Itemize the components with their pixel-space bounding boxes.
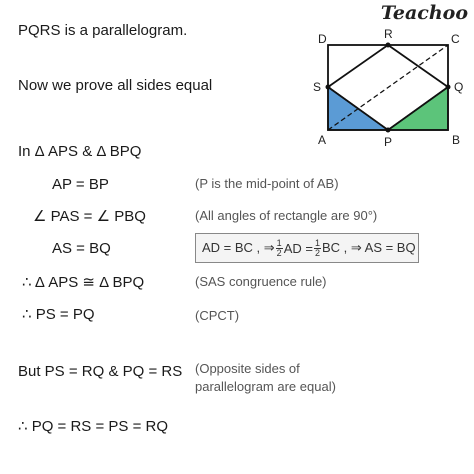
brand-logo: Teachoo: [380, 2, 468, 24]
label-b: B: [452, 133, 461, 147]
fraction-half-1: $\frac{1}{2}$: [276, 237, 282, 258]
label-c: C: [451, 32, 460, 46]
point-r: [386, 43, 391, 48]
reason-opposite-2: parallelogram are equal): [195, 379, 336, 394]
label-r: R: [384, 27, 393, 41]
step-opposite-sides: But PS = RQ & PQ = RS: [18, 363, 183, 380]
reason-right-angles: (All angles of rectangle are 90°): [195, 208, 378, 223]
reason-cpct: (CPCT): [195, 308, 240, 323]
conclusion: ∴ PQ = RS = PS = RQ: [18, 418, 169, 435]
label-s: S: [313, 80, 322, 94]
label-p: P: [384, 135, 393, 149]
point-q: [446, 85, 451, 90]
step-congruence: ∴ Δ APS ≅ Δ BPQ: [22, 274, 145, 291]
fraction-half-2: $\frac{1}{2}$: [314, 237, 320, 258]
step-ps-pq: ∴ PS = PQ: [22, 306, 95, 323]
box-part1: AD = BC , ⇒: [202, 240, 275, 255]
statement-prove-sides: Now we prove all sides equal: [18, 77, 213, 94]
reason-sas: (SAS congruence rule): [195, 274, 327, 289]
label-a: A: [318, 133, 327, 147]
reason-midpoint: (P is the mid-point of AB): [195, 176, 339, 191]
statement-triangles: In Δ APS & Δ BPQ: [18, 143, 142, 160]
reason-opposite-1: (Opposite sides of: [195, 361, 300, 376]
box-part2: AD =: [283, 240, 313, 256]
step-ap-bp: AP = BP: [52, 176, 109, 193]
label-q: Q: [454, 80, 464, 94]
box-part3: BC , ⇒ AS = BQ: [321, 240, 416, 255]
point-p: [386, 128, 391, 133]
label-d: D: [318, 32, 327, 46]
step-as-bq: AS = BQ: [52, 240, 111, 257]
step-angle-equal: ∠ PAS = ∠ PBQ: [33, 208, 146, 225]
point-s: [326, 85, 331, 90]
statement-parallelogram: PQRS is a parallelogram.: [18, 22, 188, 39]
